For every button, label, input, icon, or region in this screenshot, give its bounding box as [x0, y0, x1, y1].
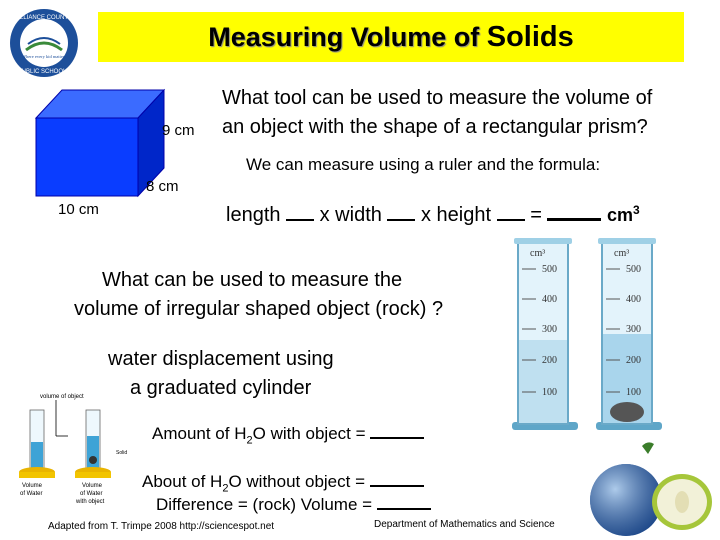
water-with-object-label-2: of Water — [80, 491, 103, 497]
formula-unit: cm — [607, 205, 634, 225]
water-with-object-line — [152, 421, 424, 446]
volume-of-water-label-1: Volume — [22, 483, 43, 489]
difference-text: Difference = (rock) Volume = — [156, 495, 373, 514]
formula-length: length — [226, 204, 281, 226]
cube-height-label: 9 cm — [162, 122, 195, 139]
question-2-line-1: What can be used to measure the — [102, 269, 403, 291]
footer-department: Department of Mathematics and Science — [374, 519, 555, 530]
page-title — [98, 12, 684, 62]
water-with-object-label-3: with object — [76, 499, 105, 505]
right-tick-500: 500 — [626, 264, 641, 275]
ruler-statement: We can measure using a ruler and the formula: — [246, 155, 601, 174]
answer-line-2: a graduated cylinder — [130, 377, 312, 399]
question-1-line-1: What tool can be used to measure the volume of — [222, 87, 653, 109]
cube-length-label: 10 cm — [58, 201, 99, 218]
water-displacement-diagram — [12, 390, 152, 510]
with-object-suffix: O with object = — [252, 424, 366, 443]
apple-illustration — [582, 440, 718, 538]
right-tick-400: 400 — [626, 294, 641, 305]
difference-blank — [377, 492, 431, 510]
title-part-1: Measuring Volume of — [208, 22, 487, 52]
formula-width: x width — [319, 204, 382, 226]
logo-bottom-text: PUBLIC SCHOOLS — [17, 69, 71, 75]
question-2-line-2: volume of irregular shaped object (rock) ? — [74, 298, 444, 320]
result-blank — [547, 202, 601, 221]
question-1-line-2: an object with the shape of a rectangular prism? — [222, 116, 648, 138]
logo-center-text: Where every kid matters — [21, 54, 67, 59]
footer-attribution: Adapted from T. Trimpe 2008 http://sciencespot.net — [48, 521, 275, 532]
right-cylinder-unit: cm³ — [614, 248, 630, 259]
without-object-suffix: O without object = — [228, 472, 366, 491]
formula-equals: = — [530, 204, 542, 226]
graduated-cylinders-illustration — [510, 232, 670, 432]
cube-depth-label: 8 cm — [146, 178, 179, 195]
width-blank — [387, 203, 415, 221]
formula-exponent: 3 — [633, 203, 640, 217]
logo-top-text: ALLIANCE COUNTY — [15, 15, 73, 21]
formula-height: x height — [421, 204, 492, 226]
without-object-prefix: About of H — [142, 472, 223, 491]
school-logo — [4, 6, 84, 80]
with-object-blank — [370, 421, 424, 439]
without-object-blank — [370, 469, 424, 487]
height-blank — [497, 203, 525, 221]
length-blank — [286, 203, 314, 221]
with-object-subscript: 2 — [246, 434, 253, 447]
right-tick-300: 300 — [626, 324, 641, 335]
water-without-object-line — [142, 469, 424, 494]
difference-line — [156, 492, 431, 515]
left-tick-100: 100 — [542, 387, 557, 398]
right-tick-100: 100 — [626, 387, 641, 398]
answer-line-1: water displacement using — [108, 348, 334, 370]
left-cylinder-unit: cm³ — [530, 248, 546, 259]
volume-of-water-label-2: of Water — [20, 491, 43, 497]
volume-of-object-label: volume of object — [40, 394, 84, 400]
left-tick-400: 400 — [542, 294, 557, 305]
volume-formula — [226, 196, 640, 230]
left-tick-300: 300 — [542, 324, 557, 335]
solid-label: Solid — [116, 450, 128, 456]
title-part-2: Solids — [486, 21, 574, 53]
without-object-subscript: 2 — [222, 482, 229, 495]
water-with-object-label-1: Volume — [82, 483, 103, 489]
left-tick-200: 200 — [542, 355, 557, 366]
left-tick-500: 500 — [542, 264, 557, 275]
with-object-prefix: Amount of H — [152, 424, 247, 443]
right-tick-200: 200 — [626, 355, 641, 366]
